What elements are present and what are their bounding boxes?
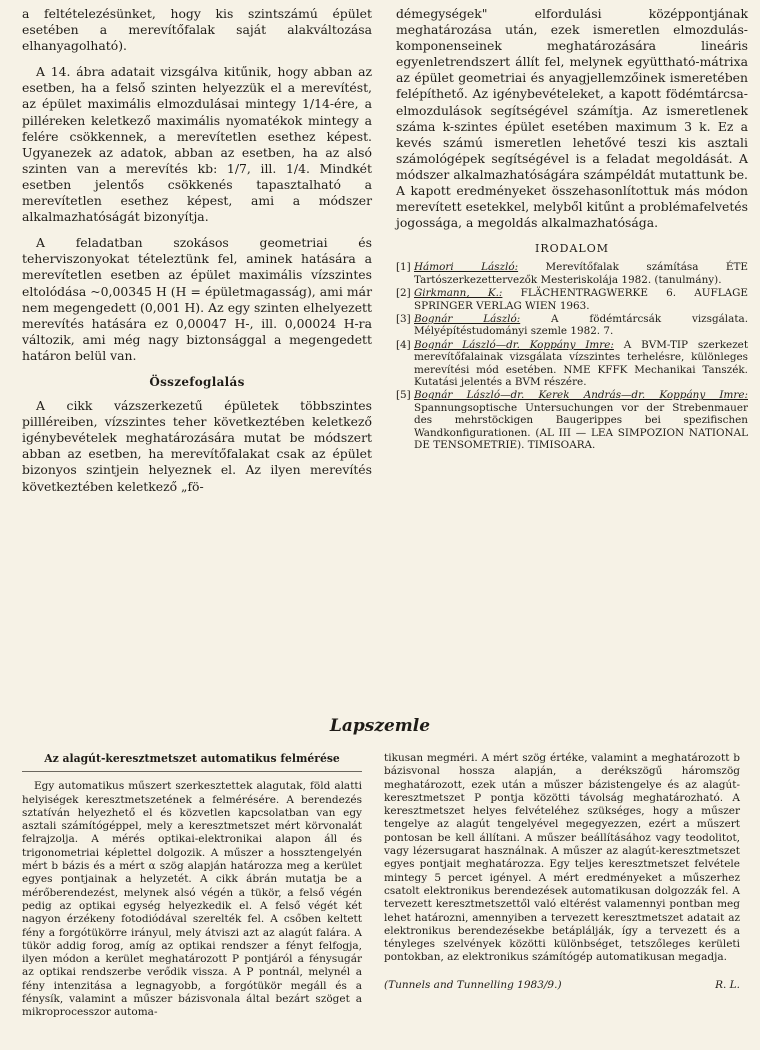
top-left-column: [22, 6, 372, 505]
reference-number: [5]: [396, 389, 411, 402]
reference-number: [1]: [396, 261, 411, 274]
reference-author: Girkmann, K.:: [414, 287, 503, 300]
paragraph: démegységek" elfordulási középpontjának meghatározása után, ezek ismeretlen elmozdulás-komponenseinek meghatározására lineáris egyenletrendszert állít fel, melynek együttható-mátrixa az épület geometriai és anyagjellemzőinek ismeretében felépíthető. Az igénybevételeket, a kapott födémtárcsa-elmozdulások segítségével számítja. Az ismeretlenek száma k-szintes épület esetében maximum 3 k. Ez a kevés számú ismeretlen lehetővé teszi kis asztali számológépek segítségével is a feladat megoldását. A módszer alkalmazhatóságára számpéldát mutattunk be. A kapott eredményeket összehasonlítottuk más módon merevített esetekkel, melyből kitűnt a problémafelvetés jogossága, a megoldás alkalmazhatósága.: [396, 6, 748, 231]
reference-item: [396, 287, 748, 312]
reference-item: [396, 389, 748, 451]
reference-author: Bognár László—dr. Kerek András—dr. Koppány Imre:: [414, 389, 748, 402]
paragraph: a feltételezésünket, hogy kis szintszámú épület esetében a merevítőfalak saját alakváltozása elhanyagolható).: [22, 6, 372, 54]
paragraph: A 14. ábra adatait vizsgálva kitűnik, hogy abban az esetben, ha a felső szinten helyezzük el a merevítést, az épület maximális elmozdulásai mintegy 1/14-ére, a pilléreken keletkező maximális nyomatékok mintegy a felére csökkennek, a merevítetlen esethez képest. Ugyanezek az adatok, abban az esetben, ha az alsó szinten van a merevítés kb: 1/7, ill. 1/4. Mindkét esetben jelentős csökkenés tapasztalható a merevítetlen esethez képest, ami a módszer alkalmazhatóságát bizonyítja.: [22, 64, 372, 225]
reference-author: Bognár László:: [414, 313, 521, 326]
bottom-left-column: [22, 752, 362, 1020]
source-citation: (Tunnels and Tunnelling 1983/9.): [384, 978, 562, 991]
reference-text: FLÄCHENTRAGWERKE 6. AUFLAGE SPRINGER VERLAG WIEN 1963.: [414, 287, 748, 312]
reference-list: [396, 261, 748, 451]
author-initials: R. L.: [715, 978, 740, 991]
reference-author: Hámori László:: [414, 261, 519, 274]
reference-number: [3]: [396, 313, 411, 326]
paragraph: A cikk vázszerkezetű épületek többszintes pillléreiben, vízszintes teher következtében keletkező igénybevételek meghatározására mutat be módszert abban az esetben, ha merevítőfalakat csak az épület bizonyos szintjein helyeznek el. Az ilyen merevítés következtében keletkező „fö-: [22, 398, 372, 494]
reference-item: [396, 339, 748, 389]
reference-item: [396, 313, 748, 338]
section-title: Lapszemle: [329, 716, 431, 736]
reference-text: A födémtárcsák vizsgálata. Mélyépítéstudományi szemle 1982. 7.: [414, 313, 748, 338]
article-footer: [384, 979, 740, 992]
paragraph: tikusan megméri. A mért szög értéke, valamint a meghatározott b bázisvonal hossza alapján, a derékszögű háromszög meghatározott, ezek után a műszer bázistengelye és az alagút-keresztmetszet P pontja közötti távolság meghatározható. A keresztmetszet helyes felvételéhez szükséges, hogy a műszer tengelye az alagút tengelyével megegyezzen, ezért a műszert pontosan be kell állítani. A műszer beállításához vagy teodolitot, vagy lézersugarat használnak. A műszer az alagút-keresztmetszet egyes pontjait meghatározza. Egy teljes keresztmetszet felvétele mintegy 5 percet igényel. A mért eredményeket a műszerhez csatolt elektronikus berendezések automatikusan dolgozzák fel. A tervezett keresztmetszettől való eltérést valamennyi pontban meg lehet határozni, amennyiben a tervezett keresztmetszet adatait az elektronikus berendezésekbe betáplálják, így a tervezett és a tényleges szelvények közötti különbséget, tetszőleges kerületi pontokban, az elektronikus számítógép automatikusan megadja.: [384, 752, 740, 964]
divider: [22, 771, 362, 772]
bottom-right-column: [384, 752, 740, 992]
paragraph: Egy automatikus műszert szerkesztettek alagutak, föld alatti helyiségek keresztmetszetének a felmérésére. A berendezés sztatíván helyezhető el és közvetlen kapcsolatban van egy asztali számítógéppel, mely a keresztmetszet mért körvonalát felrajzolja. A mérés optikai-elektronikai alapon áll és trigonometriai képlettel dolgozik. A műszer a hossztengelyén mért b bázis és a mért α szög alapján határozza meg a kerület egyes pontjainak a helyzetét. A cikk ábrán mutatja be a mérőberendezést, melynek alsó végén a tükör, a felső végén pedig az optikai egység helyezkedik el. A felső végét két nagyon érzékeny fotodiódával szerelték fel. A csőben keltett fény a forgótükörre irányul, mely átviszi azt az alagút falára. A tükör addig forog, amíg az optikai rendszer a fényt felfogja, ilyen módon a kerület meghatározott P pontjáról a fénysugár az optikai rendszerbe verődik vissza. A P pontnál, melynél a fény intenzitása a legnagyobb, a forgótükör megáll és a fénysík, valamint a műszer bázisvonala által bezárt szöget a mikroprocesszor automa-: [22, 780, 362, 1019]
reference-number: [4]: [396, 338, 411, 351]
reference-text: Spannungsoptische Untersuchungen vor der Strebenmauer des mehrstöckigen Baugerippes bei spezifischen Wandkonfigurationen. (AL III — LEA SIMPOZION NATIONAL DE TENSOMETRIE). TIMISOARA.: [414, 401, 748, 452]
top-right-column: [396, 6, 748, 453]
paragraph: A feladatban szokásos geometriai és teherviszonyokat tételeztünk fel, aminek hatására a merevítetlen esetben az épület maximális vízszintes eltolódása ~0,00345 H (H = épületmagasság), ami már nem megengedett (0,001 H). Az egy szinten elhelyezett merevítés hatására ez 0,00047 H-, ill. 0,00024 H-ra változik, ami még nagy biztonsággal a megengedett határon belül van.: [22, 235, 372, 363]
reference-text: A BVM-TIP szerkezet merevítőfalainak vizsgálata vízszintes terhelésre, különleges merevítési mód esetében. NME KFFK Mechanikai Tanszék. Kutatási jelentés a BVM részére.: [414, 338, 749, 389]
references-heading: IRODALOM: [535, 242, 609, 256]
reference-text: Merevítőfalak számítása ÉTE Tartószerkezettervezők Mesteriskolája 1982. (tanulmány).: [414, 261, 748, 286]
reference-item: [396, 261, 748, 286]
article-heading: Az alagút-keresztmetszet automatikus felmérése: [44, 752, 340, 765]
summary-heading: Összefoglalás: [149, 374, 245, 389]
reference-author: Bognár László—dr. Koppány Imre:: [414, 338, 614, 351]
reference-number: [2]: [396, 287, 411, 300]
